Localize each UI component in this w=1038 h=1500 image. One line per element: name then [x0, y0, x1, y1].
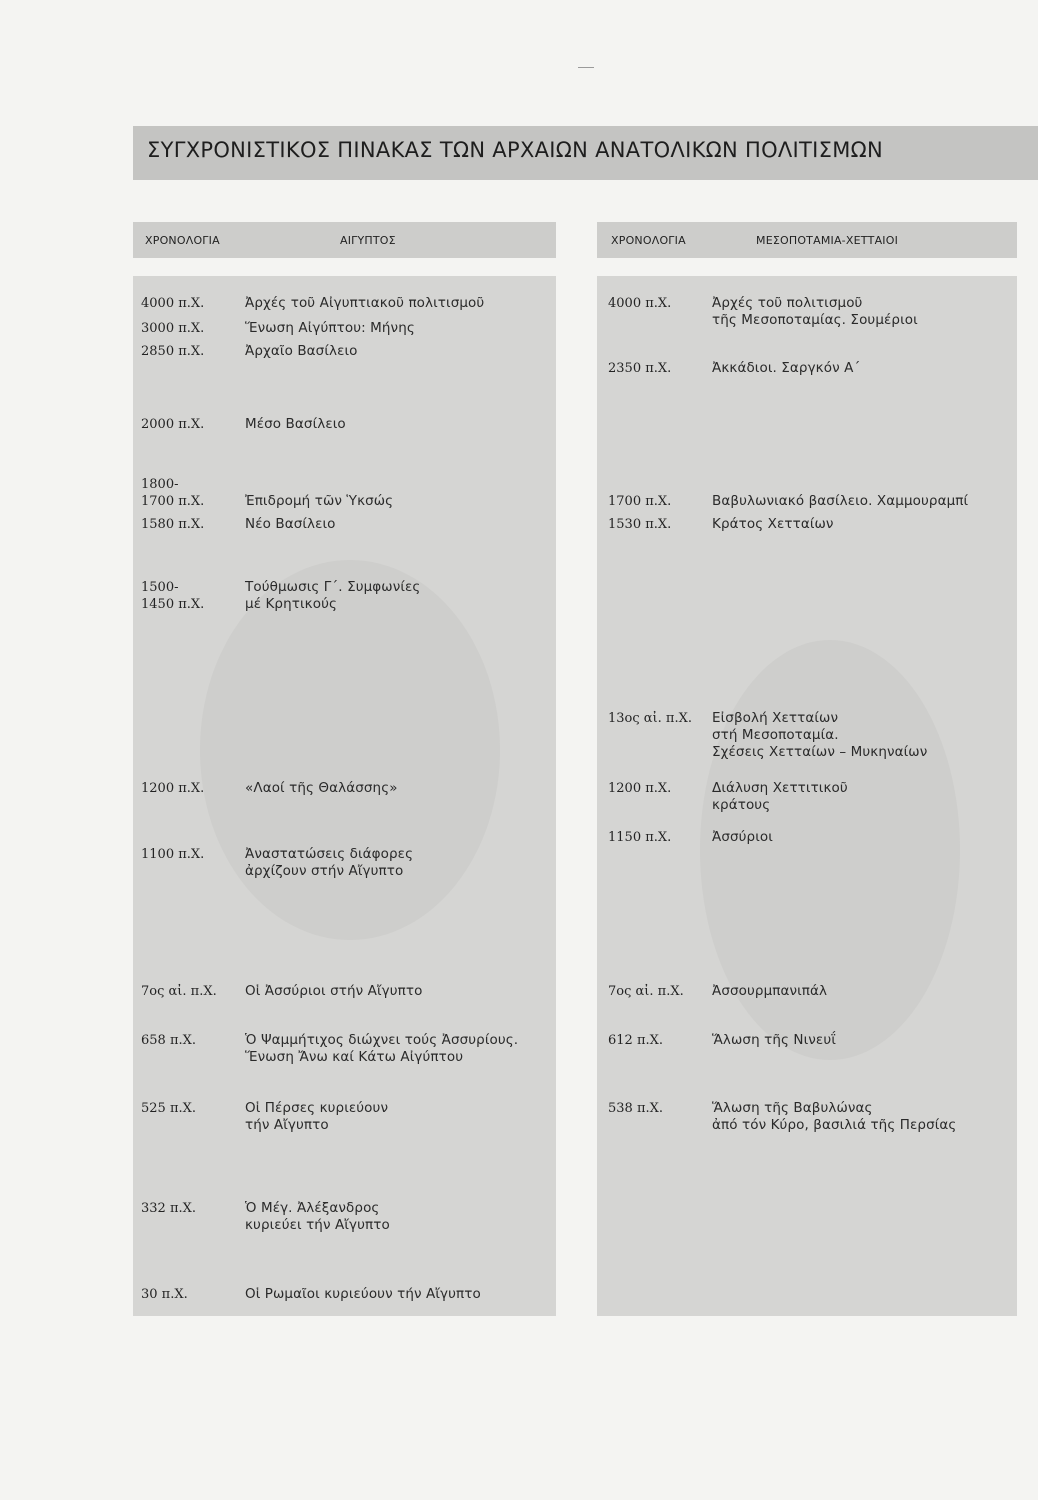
row-date: 13ος αἰ. π.Χ.	[608, 711, 692, 726]
row-event: Διάλυση Χεττιτικοῦ κράτους	[712, 780, 848, 813]
page-mark	[578, 67, 594, 68]
row-event: Βαβυλωνιακό βασίλειο. Χαμμουραμπί	[712, 493, 969, 509]
row-event: Ἀσσύριοι	[712, 829, 773, 845]
row-date: 1800- 1700 π.Χ.	[141, 477, 205, 509]
header-region-egypt: ΑΙΓΥΠΤΟΣ	[340, 234, 396, 247]
row-event: Ὁ Ψαμμήτιχος διώχνει τούς Ἀσσυρίους. Ἕνωση Ἄνω καί Κάτω Αἰγύπτου	[245, 1032, 519, 1065]
row-event: Ἀκκάδιοι. Σαργκόν Α΄	[712, 360, 861, 376]
row-event: Ἀσσουρμπανιπάλ	[712, 983, 828, 999]
row-event: Εἰσβολή Χετταίων στή Μεσοποταμία. Σχέσεις Χετταίων – Μυκηναίων	[712, 710, 928, 760]
row-date: 538 π.Χ.	[608, 1101, 664, 1116]
row-date: 4000 π.Χ.	[141, 296, 205, 311]
row-date: 1150 π.Χ.	[608, 830, 672, 845]
header-date-egypt: ΧΡΟΝΟΛΟΓΙΑ	[145, 234, 220, 247]
row-date: 2350 π.Χ.	[608, 361, 672, 376]
row-date: 1700 π.Χ.	[608, 494, 672, 509]
row-event: Τούθμωσις Γ΄. Συμφωνίες μέ Κρητικούς	[245, 579, 421, 612]
row-event: Ἐπιδρομή τῶν Ὑκσώς	[245, 493, 394, 509]
page-title: ΣΥΓΧΡΟΝΙΣΤΙΚΟΣ ΠΙΝΑΚΑΣ ΤΩΝ ΑΡΧΑΙΩΝ ΑΝΑΤΟΛΙΚΩΝ ΠΟΛΙΤΙΣΜΩΝ	[147, 138, 884, 162]
row-date: 1200 π.Χ.	[608, 781, 672, 796]
background-figure-shade	[200, 560, 500, 940]
row-event: Νέο Βασίλειο	[245, 516, 336, 532]
row-date: 1200 π.Χ.	[141, 781, 205, 796]
row-date: 658 π.Χ.	[141, 1033, 197, 1048]
header-region-mesopotamia: ΜΕΣΟΠΟΤΑΜΙΑ-ΧΕΤΤΑΙΟΙ	[756, 234, 899, 247]
row-event: Ἕνωση Αἰγύπτου: Μήνης	[245, 320, 415, 336]
row-event: Ἀναστατώσεις διάφορες ἀρχίζουν στήν Αἴγυπτο	[245, 846, 414, 879]
row-event: Ἀρχαῖο Βασίλειο	[245, 343, 358, 359]
row-date: 612 π.Χ.	[608, 1033, 664, 1048]
row-event: Ἅλωση τῆς Βαβυλώνας ἀπό τόν Κύρο, βασιλιά τῆς Περσίας	[712, 1100, 957, 1133]
row-event: Ὁ Μέγ. Ἀλέξανδρος κυριεύει τήν Αἴγυπτο	[245, 1200, 390, 1233]
row-event: «Λαοί τῆς Θαλάσσης»	[245, 780, 398, 796]
row-date: 7ος αἰ. π.Χ.	[141, 984, 217, 999]
row-date: 4000 π.Χ.	[608, 296, 672, 311]
row-date: 332 π.Χ.	[141, 1201, 197, 1216]
row-date: 1100 π.Χ.	[141, 847, 205, 862]
row-event: Ἀρχές τοῦ πολιτισμοῦ τῆς Μεσοποταμίας. Σουμέριοι	[712, 295, 918, 328]
row-event: Μέσο Βασίλειο	[245, 416, 346, 432]
row-date: 1530 π.Χ.	[608, 517, 672, 532]
row-event: Ἅλωση τῆς Νινευΐ	[712, 1032, 836, 1048]
row-date: 2850 π.Χ.	[141, 344, 205, 359]
row-event: Ἀρχές τοῦ Αἰγυπτιακοῦ πολιτισμοῦ	[245, 295, 485, 311]
row-date: 3000 π.Χ.	[141, 321, 205, 336]
row-event: Οἱ Ἀσσύριοι στήν Αἴγυπτο	[245, 983, 423, 999]
row-date: 30 π.Χ.	[141, 1287, 188, 1302]
row-date: 7ος αἰ. π.Χ.	[608, 984, 684, 999]
row-date: 2000 π.Χ.	[141, 417, 205, 432]
header-date-mesopotamia: ΧΡΟΝΟΛΟΓΙΑ	[611, 234, 686, 247]
row-date: 1500- 1450 π.Χ.	[141, 580, 205, 612]
row-event: Κράτος Χετταίων	[712, 516, 834, 532]
row-date: 1580 π.Χ.	[141, 517, 205, 532]
row-event: Οἱ Πέρσες κυριεύουν τήν Αἴγυπτο	[245, 1100, 389, 1133]
row-date: 525 π.Χ.	[141, 1101, 197, 1116]
row-event: Οἱ Ρωμαῖοι κυριεύουν τήν Αἴγυπτο	[245, 1286, 481, 1302]
